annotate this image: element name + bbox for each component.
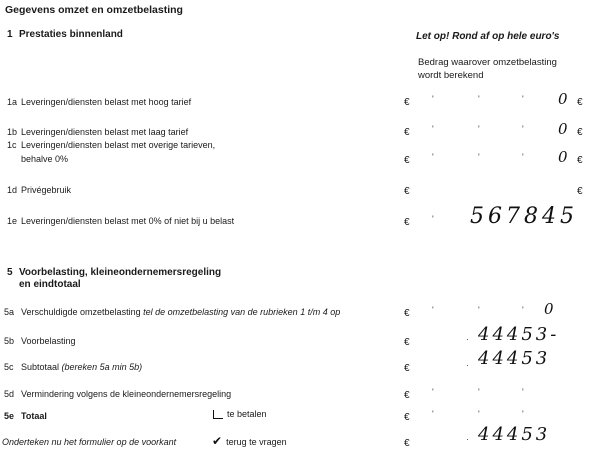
digit-separator: ' <box>432 214 434 224</box>
row-5c-label-text: Subtotaal <box>21 362 60 372</box>
row-5a-label-hint: tel de omzetbelasting van de rubrieken 1 t/m 4 op <box>143 307 341 317</box>
row-5c-amount[interactable]: 44453 <box>478 348 551 369</box>
footer-amount[interactable]: 44453 <box>478 424 551 445</box>
row-1c-label-continued: behalve 0% <box>21 154 69 164</box>
section-5-title: Voorbelasting, kleineondernemersregeling <box>19 267 222 278</box>
option-refund[interactable] <box>212 434 287 448</box>
row-1a-code: 1a <box>7 97 18 107</box>
row-1e-euro: € <box>404 217 410 228</box>
row-5a-amount[interactable]: 0 <box>544 300 556 318</box>
row-5e-code: 5e <box>4 411 15 421</box>
row-5b-code: 5b <box>4 336 15 346</box>
digit-separator: ' <box>522 305 524 315</box>
form-title: Gegevens omzet en omzetbelasting <box>5 4 183 16</box>
refund-check-mark-icon[interactable]: ✔ <box>212 434 223 448</box>
row-1b-code: 1b <box>7 127 18 137</box>
row-1c-euro: € <box>404 155 410 166</box>
digit-separator: ' <box>522 124 524 134</box>
row-5e-label: Totaal <box>21 411 47 421</box>
row-5d-code: 5d <box>4 389 15 399</box>
row-1c-label: Leveringen/diensten belast met overige tarieven, <box>21 140 216 150</box>
digit-separator: ' <box>478 94 480 104</box>
digit-separator: ' <box>478 152 480 162</box>
row-1c-code: 1c <box>7 140 17 150</box>
row-1a-label: Leveringen/diensten belast met hoog tarief <box>21 97 192 107</box>
option-to-pay[interactable] <box>213 409 267 419</box>
column-header-line2: wordt berekend <box>418 70 484 81</box>
row-1d-euro: € <box>404 186 410 197</box>
row-1a-euro-trailing: € <box>577 97 583 108</box>
digit-separator: ' <box>432 152 434 162</box>
digit-separator: ' <box>522 409 524 419</box>
sign-instruction: Onderteken nu het formulier op de voorkant <box>2 437 177 447</box>
row-1d-code: 1d <box>7 185 18 195</box>
row-1e-code: 1e <box>7 216 18 226</box>
row-1b-euro-trailing: € <box>577 127 583 138</box>
pay-checkbox[interactable] <box>213 410 223 419</box>
row-5d-euro: € <box>404 390 410 401</box>
row-1e-amount[interactable]: 567845 <box>470 204 578 229</box>
row-1a-amount[interactable]: 0 <box>558 90 570 108</box>
option-to-pay-label: te betalen <box>227 409 267 419</box>
row-5c-label <box>21 362 142 372</box>
row-5c-label-hint: (bereken 5a min 5b) <box>61 362 143 372</box>
row-1b-amount[interactable]: 0 <box>558 120 570 138</box>
digit-separator: · <box>466 334 469 344</box>
digit-separator: ' <box>432 305 434 315</box>
section-5-number: 5 <box>7 267 13 278</box>
digit-separator: ' <box>478 305 480 315</box>
row-5e-euro: € <box>404 412 410 423</box>
digit-separator: ' <box>432 387 434 397</box>
digit-separator: ' <box>522 387 524 397</box>
row-1e-label: Leveringen/diensten belast met 0% of niet bij u belast <box>21 216 235 226</box>
section-1-title: Prestaties binnenland <box>19 29 123 40</box>
row-5a-label <box>21 307 340 317</box>
row-5d-label: Vermindering volgens de kleineondernemersregeling <box>21 389 232 399</box>
footer-euro: € <box>404 438 410 449</box>
digit-separator: ' <box>522 152 524 162</box>
section-5-title-continued: en eindtotaal <box>19 279 81 290</box>
digit-separator: · <box>466 360 469 370</box>
row-5b-label: Voorbelasting <box>21 336 76 346</box>
row-5c-code: 5c <box>4 362 14 372</box>
row-5a-code: 5a <box>4 307 15 317</box>
row-1b-label: Leveringen/diensten belast met laag tarief <box>21 127 189 137</box>
digit-separator: ' <box>478 387 480 397</box>
row-1b-euro: € <box>404 127 410 138</box>
option-refund-label: terug te vragen <box>226 437 287 447</box>
row-1c-euro-trailing: € <box>577 155 583 166</box>
digit-separator: ' <box>432 124 434 134</box>
digit-separator: ' <box>432 94 434 104</box>
row-1a-euro: € <box>404 97 410 108</box>
row-1d-label: Privégebruik <box>21 185 72 195</box>
row-5b-amount[interactable]: 44453- <box>478 324 560 345</box>
digit-separator: ' <box>432 409 434 419</box>
section-1-number: 1 <box>7 29 13 40</box>
rounding-note: Let op! Rond af op hele euro's <box>416 31 560 42</box>
row-5c-euro: € <box>404 363 410 374</box>
row-5a-euro: € <box>404 308 410 319</box>
digit-separator: · <box>466 434 469 444</box>
digit-separator: ' <box>522 94 524 104</box>
row-5b-euro: € <box>404 337 410 348</box>
row-1c-amount[interactable]: 0 <box>558 148 570 166</box>
digit-separator: ' <box>478 124 480 134</box>
row-5a-label-text: Verschuldigde omzetbelasting <box>21 307 141 317</box>
column-header-line1: Bedrag waarover omzetbelasting <box>418 57 557 68</box>
row-1d-euro-trailing: € <box>577 186 583 197</box>
digit-separator: ' <box>478 409 480 419</box>
